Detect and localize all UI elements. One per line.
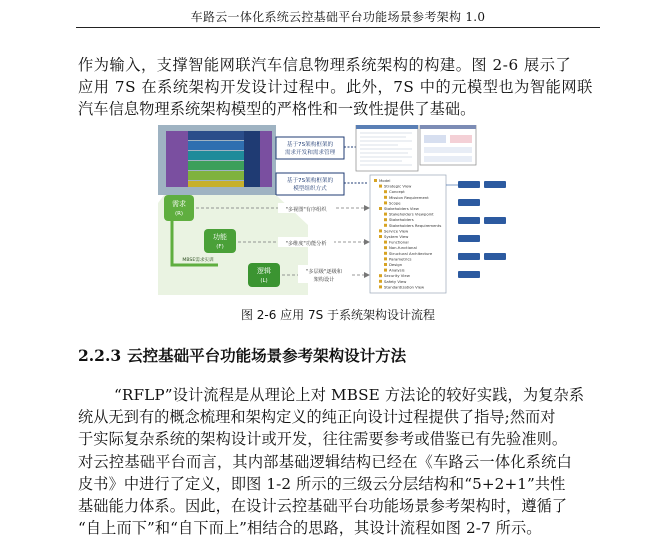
stack-layer	[188, 181, 244, 187]
folder-icon	[379, 235, 382, 238]
folder-icon	[379, 274, 382, 277]
tree-item: Functional	[389, 239, 409, 245]
tree-item: Stakeholders	[389, 217, 414, 223]
tree-item: Model	[379, 178, 391, 183]
body-line: 基础能力体系。因此，在设计云控基础平台功能场景参考架构时，遵循了	[78, 497, 568, 516]
view-box	[458, 217, 480, 224]
callout-2-line-2: 模型组织方式	[293, 186, 327, 192]
section-number: 2.2.3	[78, 346, 122, 365]
tree-item: Design	[389, 262, 403, 267]
view-box	[484, 181, 506, 188]
tree-item: Parametrics	[389, 256, 412, 262]
body-line: “自上而下”和“自下而上”相结合的思路，其设计流程如图 2-7 所示。	[78, 519, 542, 538]
stack-layer	[188, 151, 244, 160]
body-line: “RFLP”设计流程是从理论上对 MBSE 方法论的较好实践，为复杂系	[114, 386, 585, 404]
folder-icon	[384, 196, 387, 199]
stack-layer	[188, 171, 244, 180]
stack-side-purple	[166, 131, 188, 187]
tree-item: Non-functional	[389, 245, 417, 251]
arrow-head	[364, 239, 370, 245]
tree-item: Stakeholders Viewpoint	[389, 211, 434, 217]
tree-item: System View	[384, 234, 409, 239]
req-label: 需求	[172, 200, 186, 208]
folder-icon	[374, 179, 377, 182]
tool-screenshot	[356, 125, 418, 171]
folder-icon	[379, 185, 382, 188]
stack-layer	[188, 161, 244, 170]
tree-item: Safety View	[384, 278, 407, 284]
view-box	[458, 253, 480, 260]
folder-icon	[379, 280, 382, 283]
folder-icon	[384, 246, 387, 249]
folder-icon	[384, 224, 387, 227]
thumb-block	[424, 147, 472, 153]
logic-label: 逻辑	[257, 267, 271, 275]
arrow-2-label: "多维度"功能分析	[285, 241, 327, 247]
thumb-block	[424, 156, 472, 162]
folder-icon	[384, 257, 387, 260]
tool-screenshot-2-bar	[420, 125, 476, 129]
req-code: (R)	[174, 211, 184, 217]
tree-item: Security View	[384, 273, 410, 279]
view-box	[484, 217, 506, 224]
view-box	[458, 181, 480, 188]
folder-icon	[384, 252, 387, 255]
folder-icon	[384, 269, 387, 272]
thumb-block	[424, 135, 446, 143]
tool-screenshot-bar	[356, 125, 418, 129]
stack-layer	[188, 141, 244, 150]
section-heading	[78, 344, 406, 366]
folder-icon	[384, 263, 387, 266]
tree-item: Stakeholders View	[384, 206, 419, 211]
arrow-1-label: "多视图"有序组织	[285, 207, 327, 213]
tree-item: Concept	[389, 189, 405, 195]
running-header: 车路云一体化系统云控基础平台功能场景参考架构 1.0	[190, 10, 486, 24]
callout-1-line-1: 基于7S架构框架的	[286, 142, 334, 148]
folder-icon	[384, 218, 387, 221]
tree-item: Service View	[384, 228, 409, 234]
req-block	[164, 195, 194, 221]
body-line: 统从无到有的概念梳理和架构定义的纯正向设计过程提供了指导;然而对	[78, 408, 556, 427]
intro-line: 应用 7S 在系统架构开发设计过程中。此外，7S 中的元模型也为智能网联	[78, 78, 593, 96]
body-line: 皮书》中进行了定义，即图 1-2 所示的三级云分层结构和“5+2+1”共性	[78, 474, 566, 493]
folder-icon	[384, 241, 387, 244]
header-rule	[76, 27, 600, 28]
view-boxes	[458, 181, 506, 278]
folder-icon	[384, 201, 387, 204]
tree-item: Stakeholders Requirements	[389, 222, 442, 228]
stack-layer	[188, 131, 244, 140]
intro-line: 作为输入，支撑智能网联汽车信息物理系统架构的构建。图 2-6 展示了	[78, 56, 572, 74]
stack-side-navy	[244, 131, 260, 187]
view-box	[484, 253, 506, 260]
arrow-3-line-1: "多层级"逐级和	[306, 269, 342, 275]
arrow-3-line-2: 架构设计	[313, 277, 335, 283]
view-box	[458, 271, 480, 278]
body-line: 对云控基础平台而言，其内部基础逻辑结构已经在《车路云一体化系统白	[78, 452, 572, 471]
tree-item: Analysis	[389, 267, 405, 273]
tree-item: Scope	[389, 200, 401, 206]
figure-diagram	[158, 125, 518, 295]
figure-7s-architecture	[158, 125, 518, 295]
thumb-block	[450, 135, 472, 143]
view-box	[458, 235, 480, 242]
tree-item: Structural Architecture	[389, 250, 433, 256]
func-code: (F)	[216, 244, 224, 250]
section-title: 云控基础平台功能场景参考架构设计方法	[127, 346, 407, 365]
intro-line: 汽车信息物理系统架构模型的严格性和一致性提供了基础。	[78, 100, 476, 118]
tree-item: Standardization View	[384, 284, 425, 290]
callout-2-line-1: 基于7S架构框架的	[286, 178, 334, 184]
folder-icon	[384, 213, 387, 216]
folder-icon	[379, 229, 382, 232]
intro-paragraph	[78, 54, 593, 120]
body-paragraph	[78, 384, 584, 539]
view-box	[458, 199, 480, 206]
mbse-label: MBSE需求实训	[182, 258, 214, 263]
folder-icon	[379, 285, 382, 288]
folder-icon	[384, 190, 387, 193]
stack-side-violet	[260, 131, 272, 187]
logic-code: (L)	[260, 278, 268, 284]
arrow-head	[364, 272, 370, 278]
callout-1-line-2: 需求开发和需求管理	[284, 150, 336, 156]
tree-item: Strategic View	[384, 183, 412, 189]
figure-caption: 图 2-6 应用 7S 于系统架构设计流程	[240, 308, 436, 322]
func-label: 功能	[213, 233, 227, 241]
tree-item: Mission Requirement	[389, 194, 429, 200]
body-line: 于实际复杂系统的架构设计或开发，往往需要参考或借鉴已有先验准则。	[78, 430, 568, 449]
arrow-head	[364, 205, 370, 211]
folder-icon	[379, 207, 382, 210]
